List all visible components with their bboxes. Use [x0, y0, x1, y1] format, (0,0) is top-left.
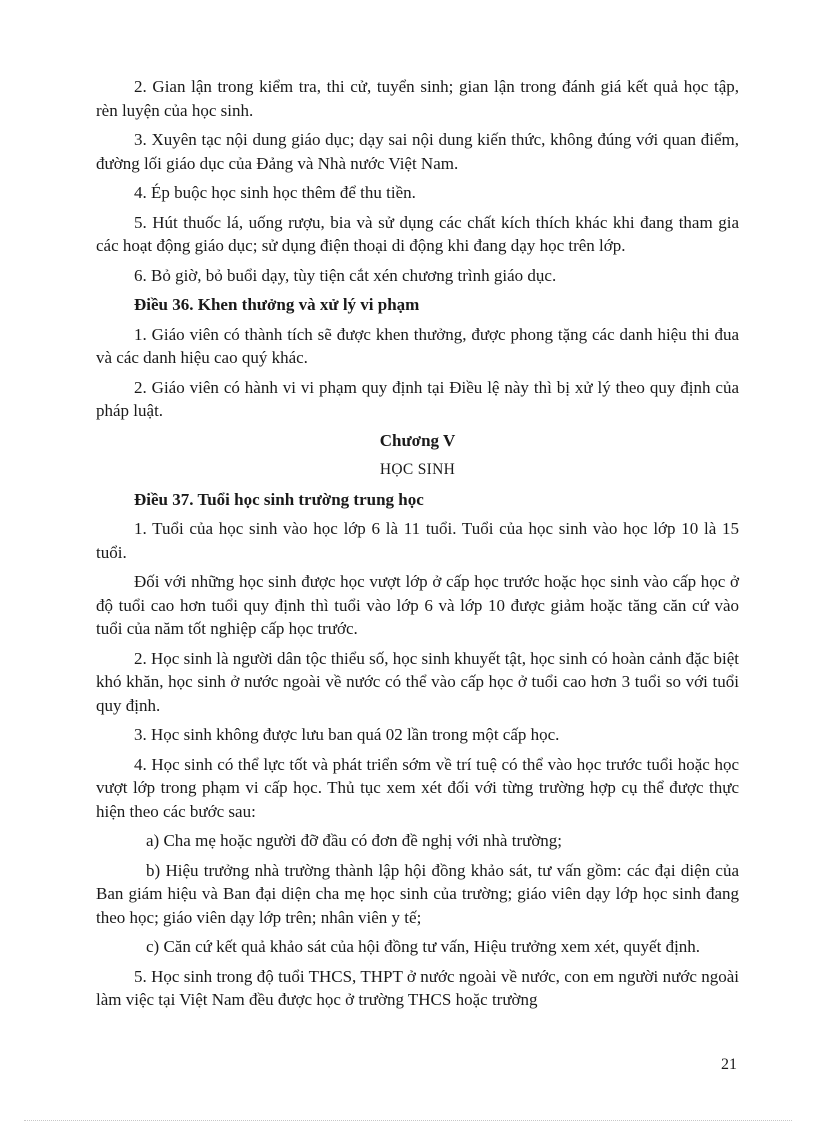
paragraph: 1. Giáo viên có thành tích sẽ được khen thưởng, được phong tặng các danh hiệu thi đua và các danh hiệu cao quý khác. [96, 324, 739, 367]
paragraph: 6. Bỏ giờ, bỏ buổi dạy, tùy tiện cắt xén chương trình giáo dục. [134, 265, 557, 285]
paragraph: 2. Học sinh là người dân tộc thiểu số, học sinh khuyết tật, học sinh có hoàn cảnh đặc biệt khó khăn, học sinh ở nước ngoài về nước có thể vào cấp học ở tuổi cao hơn 3 tuổi so với tuổi quy định. [96, 648, 739, 715]
paragraph: 3. Học sinh không được lưu ban quá 02 lần trong một cấp học. [134, 725, 560, 744]
article-36-heading: Điều 36. Khen thưởng và xử lý vi phạm [134, 295, 420, 314]
chapter-title: Chương V [379, 430, 456, 450]
paragraph: 5. Hút thuốc lá, uống rượu, bia và sử dụng các chất kích thích khác khi đang tham gia các hoạt động giáo dục; sử dụng điện thoại di động khi đang dạy học trên lớp. [96, 212, 739, 255]
page-number: 21 [721, 1056, 737, 1073]
chapter-subtitle: HỌC SINH [379, 461, 456, 478]
paragraph: 2. Gian lận trong kiểm tra, thi cử, tuyển sinh; gian lận trong đánh giá kết quả học tập, rèn luyện của học sinh. [96, 77, 739, 120]
paragraph: 3. Xuyên tạc nội dung giáo dục; dạy sai nội dung kiến thức, không đúng với quan điểm, đường lối giáo dục của Đảng và Nhà nước Việt Nam. [96, 130, 739, 173]
document-page [96, 75, 739, 1018]
paragraph: 2. Giáo viên có hành vi vi phạm quy định tại Điều lệ này thì bị xử lý theo quy định của pháp luật. [96, 377, 739, 420]
paragraph: Đối với những học sinh được học vượt lớp ở cấp học trước hoặc học sinh vào cấp học ở độ tuổi cao hơn tuổi quy định thì tuổi vào lớp 6 và lớp 10 được giảm hoặc tăng căn cứ vào tuổi của năm tốt nghiệp cấp học trước. [96, 572, 739, 638]
paragraph: 1. Tuổi của học sinh vào học lớp 6 là 11 tuổi. Tuổi của học sinh vào học lớp 10 là 15 tuổi. [96, 519, 739, 562]
list-item: c) Căn cứ kết quả khảo sát của hội đồng tư vấn, Hiệu trưởng xem xét, quyết định. [146, 937, 701, 956]
article-37-heading: Điều 37. Tuổi học sinh trường trung học [134, 489, 424, 509]
paragraph: 4. Học sinh có thể lực tốt và phát triển sớm về trí tuệ có thể vào học trước tuổi hoặc học vượt lớp trong phạm vi cấp học. Thủ tục xem xét đối với từng trường hợp cụ thể được thực hiện theo các bước sau: [96, 754, 739, 821]
list-item: b) Hiệu trưởng nhà trường thành lập hội đồng khảo sát, tư vấn gồm: các đại diện của Ban giám hiệu và Ban đại diện cha mẹ học sinh của trường; giáo viên dạy lớp học sinh đang theo học; giáo viên dạy lớp trên; nhân viên y tế; [96, 860, 739, 927]
list-item: a) Cha mẹ hoặc người đỡ đầu có đơn đề nghị với nhà trường; [146, 831, 563, 850]
paragraph: 4. Ép buộc học sinh học thêm để thu tiền. [134, 183, 416, 202]
page-divider [24, 1120, 792, 1121]
paragraph: 5. Học sinh trong độ tuổi THCS, THPT ở nước ngoài về nước, con em người nước ngoài làm việc tại Việt Nam đều được học ở trường THCS hoặc trường [96, 966, 739, 1009]
